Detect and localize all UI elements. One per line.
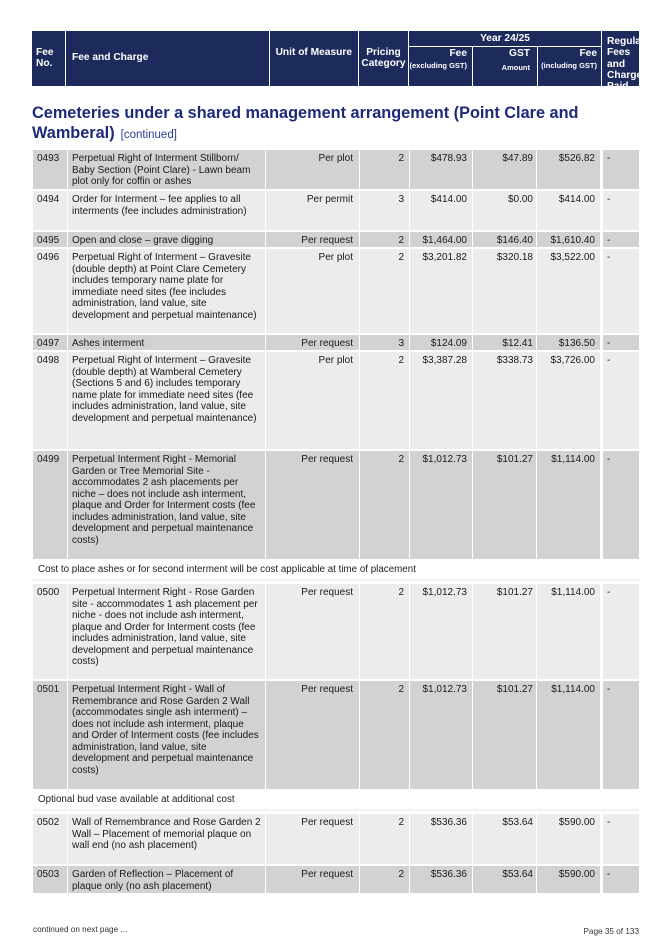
- header-gst-sub: Amount: [501, 63, 530, 72]
- fee-including-gst: $526.82: [536, 150, 600, 189]
- fee-including-gst: $1,114.00: [536, 681, 600, 789]
- header-year-group: [409, 31, 601, 86]
- gst-amount: $0.00: [472, 191, 536, 230]
- fee-including-gst: $3,522.00: [536, 249, 600, 333]
- header-fee-incl-sub: (including GST): [541, 61, 597, 70]
- pricing-category: 2: [359, 681, 409, 789]
- fee-description: Order for Interment – fee applies to all interments (fee includes administration): [67, 191, 265, 230]
- fee-number: 0497: [33, 335, 67, 350]
- table-row: [33, 451, 639, 561]
- fee-including-gst: $1,610.40: [536, 232, 600, 247]
- fee-excluding-gst: $3,387.28: [409, 352, 472, 449]
- gst-amount: $47.89: [472, 150, 536, 189]
- fee-including-gst: $590.00: [536, 814, 600, 864]
- regulatory-paid-to: -: [600, 352, 639, 449]
- pricing-category: 2: [359, 352, 409, 449]
- fee-number: 0495: [33, 232, 67, 247]
- fee-description: Perpetual Interment Right - Rose Garden site - accommodates 1 ash placement per niche - does not include ash interment, plaque and Order for Interment costs (fee includes administration, land value, site development and perpetual maintenance costs): [67, 584, 265, 679]
- fee-excluding-gst: $1,012.73: [409, 451, 472, 559]
- regulatory-paid-to: -: [600, 451, 639, 559]
- fee-description: Perpetual Interment Right - Wall of Remembrance and Rose Garden 2 Wall (accommodates single ash interment) – does not include ash interment, plaque and Order of Interment costs (fee includes administration, land value, site development and perpetual maintenance costs): [67, 681, 265, 789]
- fee-excluding-gst: $1,464.00: [409, 232, 472, 247]
- fee-excluding-gst: $536.36: [409, 814, 472, 864]
- pricing-category: 2: [359, 866, 409, 893]
- fee-including-gst: $1,114.00: [536, 584, 600, 679]
- fee-number: 0500: [33, 584, 67, 679]
- unit-of-measure: Per request: [265, 681, 359, 789]
- table-row: [33, 249, 639, 335]
- fee-excluding-gst: $1,012.73: [409, 584, 472, 679]
- fee-description: Wall of Remembrance and Rose Garden 2 Wall – Placement of memorial plaque on wall end (no ash placement): [67, 814, 265, 864]
- fee-including-gst: $590.00: [536, 866, 600, 893]
- fee-number: 0494: [33, 191, 67, 230]
- fee-including-gst: $1,114.00: [536, 451, 600, 559]
- header-pricing-category: Pricing Category: [359, 31, 408, 86]
- gst-amount: $320.18: [472, 249, 536, 333]
- regulatory-paid-to: -: [600, 232, 639, 247]
- fee-excluding-gst: $414.00: [409, 191, 472, 230]
- fee-excluding-gst: $478.93: [409, 150, 472, 189]
- header-gst-label: GST: [509, 48, 530, 59]
- header-gst-amount: [472, 47, 536, 86]
- table-note: Optional bud vase available at additional cost: [33, 791, 639, 811]
- regulatory-paid-to: -: [600, 866, 639, 893]
- table-row: [33, 814, 639, 866]
- fee-number: 0499: [33, 451, 67, 559]
- unit-of-measure: Per request: [265, 232, 359, 247]
- pricing-category: 2: [359, 232, 409, 247]
- pricing-category: 2: [359, 814, 409, 864]
- header-fee-including: [537, 47, 601, 86]
- fee-description: Perpetual Right of Interment – Gravesite (double depth) at Wamberal Cemetery (Sections 5 and 6) includes temporary name plate for immediate need sites (fee includes administration, land value, site development and perpetual maintenance): [67, 352, 265, 449]
- unit-of-measure: Per request: [265, 866, 359, 893]
- fee-description: Garden of Reflection – Placement of plaque only (no ash placement): [67, 866, 265, 893]
- regulatory-paid-to: -: [600, 150, 639, 189]
- fee-number: 0498: [33, 352, 67, 449]
- table-row: [33, 191, 639, 232]
- regulatory-paid-to: -: [600, 335, 639, 350]
- fee-number: 0503: [33, 866, 67, 893]
- fee-excluding-gst: $3,201.82: [409, 249, 472, 333]
- header-unit-of-measure: Unit of Measure: [270, 31, 358, 86]
- regulatory-paid-to: -: [600, 681, 639, 789]
- fee-number: 0501: [33, 681, 67, 789]
- continued-label: [continued]: [120, 128, 177, 141]
- fee-number: 0496: [33, 249, 67, 333]
- section-title: [32, 104, 632, 145]
- continued-footer: continued on next page ...: [33, 925, 128, 934]
- page-number: Page 35 of 133: [583, 927, 639, 936]
- fee-number: 0493: [33, 150, 67, 189]
- header-fee-and-charge: Fee and Charge: [66, 31, 269, 86]
- header-fee-incl-label: Fee: [579, 48, 597, 59]
- pricing-category: 2: [359, 249, 409, 333]
- table-row: [33, 681, 639, 791]
- regulatory-paid-to: -: [600, 191, 639, 230]
- fee-description: Perpetual Right of Interment – Gravesite (double depth) at Point Clare Cemetery includes temporary name plate for immediate need sites (fee includes administration, land value, site development and perpetual maintenance): [67, 249, 265, 333]
- table-row: [33, 232, 639, 249]
- fee-description: Open and close – grave digging: [67, 232, 265, 247]
- unit-of-measure: Per request: [265, 451, 359, 559]
- pricing-category: 3: [359, 335, 409, 350]
- gst-amount: $53.64: [472, 814, 536, 864]
- pricing-category: 2: [359, 150, 409, 189]
- regulatory-paid-to: -: [600, 584, 639, 679]
- fee-including-gst: $136.50: [536, 335, 600, 350]
- header-fee-no: Fee No.: [32, 31, 65, 86]
- section-title-line1: Cemeteries under a shared management arrangement (Point Clare and: [32, 104, 579, 122]
- section-title-line2: Wamberal): [32, 123, 115, 142]
- unit-of-measure: Per request: [265, 814, 359, 864]
- gst-amount: $101.27: [472, 451, 536, 559]
- fee-including-gst: $414.00: [536, 191, 600, 230]
- gst-amount: $12.41: [472, 335, 536, 350]
- unit-of-measure: Per request: [265, 335, 359, 350]
- fee-description: Perpetual Interment Right - Memorial Garden or Tree Memorial Site - accommodates 2 ash placements per niche – does not include ash interment, plaque and Order for Interment costs (fee includes administration, land value, site development and perpetual maintenance costs): [67, 451, 265, 559]
- table-row: [33, 335, 639, 352]
- header-fee-excl-label: Fee: [449, 48, 467, 59]
- fee-excluding-gst: $124.09: [409, 335, 472, 350]
- unit-of-measure: Per plot: [265, 249, 359, 333]
- table-row: [33, 584, 639, 681]
- unit-of-measure: Per plot: [265, 352, 359, 449]
- header-year: Year 24/25: [409, 31, 601, 47]
- table-header: [32, 31, 661, 104]
- header-regulatory: Regulatory Fees and Charges Paid to: [602, 31, 639, 86]
- table-row: [33, 150, 639, 191]
- unit-of-measure: Per permit: [265, 191, 359, 230]
- header-fee-excl-sub: (excluding GST): [409, 61, 467, 70]
- fee-excluding-gst: $536.36: [409, 866, 472, 893]
- fee-excluding-gst: $1,012.73: [409, 681, 472, 789]
- regulatory-paid-to: -: [600, 249, 639, 333]
- table-row: [33, 352, 639, 451]
- pricing-category: 3: [359, 191, 409, 230]
- gst-amount: $53.64: [472, 866, 536, 893]
- fee-table: [33, 150, 639, 895]
- unit-of-measure: Per plot: [265, 150, 359, 189]
- gst-amount: $101.27: [472, 584, 536, 679]
- gst-amount: $101.27: [472, 681, 536, 789]
- fee-number: 0502: [33, 814, 67, 864]
- fee-description: Perpetual Right of Interment Stillborn/ Baby Section (Point Clare) - Lawn beam plot only for coffin or ashes: [67, 150, 265, 189]
- pricing-category: 2: [359, 451, 409, 559]
- regulatory-paid-to: -: [600, 814, 639, 864]
- unit-of-measure: Per request: [265, 584, 359, 679]
- header-fee-excluding: [409, 47, 471, 86]
- pricing-category: 2: [359, 584, 409, 679]
- fee-description: Ashes interment: [67, 335, 265, 350]
- gst-amount: $146.40: [472, 232, 536, 247]
- table-note: Cost to place ashes or for second interment will be cost applicable at time of placement: [33, 561, 639, 581]
- gst-amount: $338.73: [472, 352, 536, 449]
- table-row: [33, 866, 639, 895]
- fee-including-gst: $3,726.00: [536, 352, 600, 449]
